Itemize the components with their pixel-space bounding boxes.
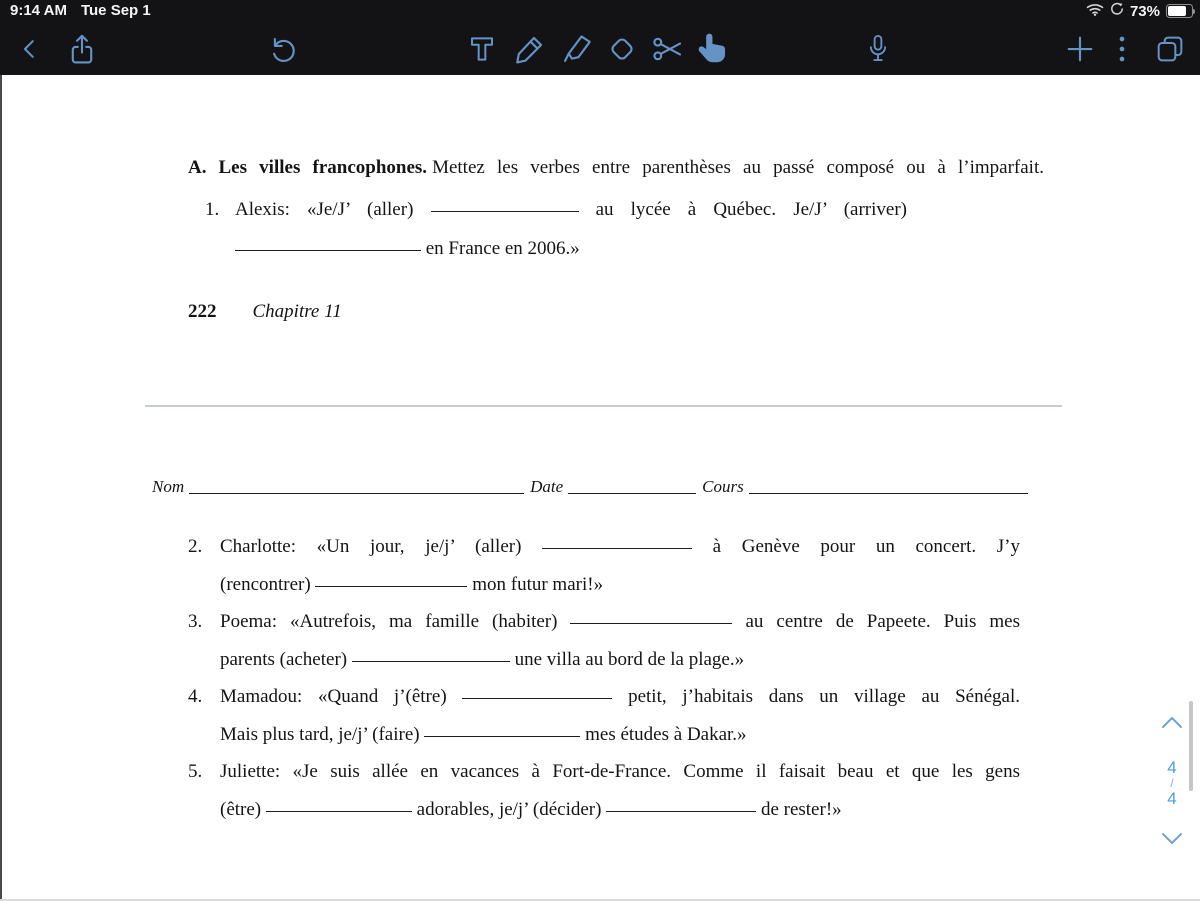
wifi-icon xyxy=(1086,3,1104,20)
cours-blank-line xyxy=(749,491,1028,494)
item-number: 5. xyxy=(188,761,203,782)
page2-items xyxy=(188,528,1020,828)
nom-label: Nom xyxy=(152,477,185,496)
answer-blank xyxy=(424,733,580,737)
exercise-item xyxy=(188,528,1020,603)
item-body xyxy=(220,528,1020,603)
nom-blank-line xyxy=(189,491,524,494)
scrollbar-thumb[interactable] xyxy=(1189,701,1193,791)
item-text: Poema: «Autrefois, ma famille (habiter) xyxy=(220,611,571,632)
page-footer xyxy=(188,301,342,323)
item-body xyxy=(220,753,1020,828)
more-options-button[interactable] xyxy=(1100,27,1144,71)
page1-items xyxy=(205,190,907,268)
exercise-item xyxy=(188,603,1020,678)
answer-blank xyxy=(315,583,467,587)
item-text: au lycée à Québec. Je/J’ (arriver) xyxy=(578,199,907,220)
item-line xyxy=(220,678,1020,716)
next-page-button[interactable] xyxy=(1161,832,1183,848)
status-bar xyxy=(0,0,1200,22)
item-number: 3. xyxy=(188,611,203,632)
item-line xyxy=(220,603,1020,641)
item-line xyxy=(235,190,907,229)
add-page-button[interactable] xyxy=(1058,27,1102,71)
undo-button[interactable] xyxy=(261,27,305,71)
back-button[interactable] xyxy=(8,27,52,71)
item-text: en France en 2006.» xyxy=(421,238,580,259)
item-text: une villa au bord de la plage.» xyxy=(509,648,745,670)
status-date: Tue Sep 1 xyxy=(80,2,151,19)
item-text: à Genève pour un concert. J’y xyxy=(692,536,1020,557)
section-label: A. xyxy=(188,157,207,178)
exercise-heading xyxy=(188,155,1044,181)
battery-percent: 73% xyxy=(1129,2,1160,20)
item-text: de rester!» xyxy=(756,798,842,820)
item-text: parents (acheter) xyxy=(220,648,352,670)
item-text: (être) xyxy=(220,798,266,820)
exercise-item xyxy=(188,753,1020,828)
item-text: adorables, je/j’ (décider) xyxy=(411,798,607,820)
current-page-indicator: 4 xyxy=(1167,758,1177,777)
answer-blank xyxy=(235,247,421,251)
page-number: 222 xyxy=(188,301,217,322)
answer-blank xyxy=(606,808,756,812)
top-bar xyxy=(0,0,1200,75)
item-text: Alexis: «Je/J’ (aller) xyxy=(235,199,431,220)
finger-select-tool-button[interactable] xyxy=(690,27,734,71)
item-line xyxy=(220,641,1020,679)
item-text: au centre de Papeete. Puis mes xyxy=(732,611,1020,632)
cours-label: Cours xyxy=(702,477,744,496)
eraser-tool-button[interactable] xyxy=(600,27,644,71)
item-line xyxy=(235,229,907,268)
microphone-button[interactable] xyxy=(856,27,900,71)
item-line xyxy=(220,716,1020,754)
item-number: 2. xyxy=(188,536,203,557)
item-text: mes études à Dakar.» xyxy=(580,723,747,745)
item-text: Mamadou: «Quand j’(être) xyxy=(220,686,463,707)
chapter-label: Chapitre 11 xyxy=(252,301,342,322)
answer-blank xyxy=(266,808,412,812)
share-button[interactable] xyxy=(60,27,104,71)
answer-blank xyxy=(570,620,732,624)
item-text: Mais plus tard, je/j’ (faire) xyxy=(220,723,425,745)
item-line xyxy=(220,528,1020,566)
answer-blank xyxy=(462,695,612,699)
page-divider xyxy=(145,405,1062,407)
highlighter-tool-button[interactable] xyxy=(555,27,599,71)
pages-button[interactable] xyxy=(1148,27,1192,71)
item-text: Charlotte: «Un jour, je/j’ (aller) xyxy=(220,536,543,557)
item-number: 4. xyxy=(188,686,203,707)
item-line xyxy=(220,791,1020,829)
battery-icon xyxy=(1166,4,1193,18)
item-text: (rencontrer) xyxy=(220,573,316,595)
exercise-item xyxy=(205,190,907,268)
date-blank-line xyxy=(568,491,696,494)
clock: 9:14 AM xyxy=(10,2,67,19)
item-body xyxy=(220,678,1020,753)
status-left xyxy=(10,2,151,19)
item-text: Juliette: «Je suis allée en vacances à Fort-de-France. Comme il faisait beau et que les gens xyxy=(220,761,1020,782)
section-instructions: Mettez les verbes entre parenthèses au passé composé ou à l’imparfait. xyxy=(432,157,1044,178)
item-text: petit, j’habitais dans un village au Sénégal. xyxy=(612,686,1020,707)
document-left-edge xyxy=(0,75,2,901)
section-title: Les villes francophones. xyxy=(218,157,428,178)
scissors-tool-button[interactable] xyxy=(646,27,690,71)
date-label: Date xyxy=(530,477,564,496)
item-number: 1. xyxy=(205,199,220,220)
toolbar xyxy=(0,22,1200,75)
page-separator: / xyxy=(1170,776,1174,790)
answer-blank xyxy=(352,658,510,662)
previous-page-button[interactable] xyxy=(1161,716,1183,732)
name-date-cours-row xyxy=(152,477,1028,497)
total-pages-indicator: 4 xyxy=(1167,789,1177,808)
item-line xyxy=(220,753,1020,791)
rotation-lock-icon xyxy=(1110,2,1124,20)
item-line xyxy=(220,566,1020,604)
pen-tool-button[interactable] xyxy=(508,27,552,71)
status-right xyxy=(1086,2,1193,20)
answer-blank xyxy=(431,208,579,212)
item-body xyxy=(220,603,1020,678)
exercise-item xyxy=(188,678,1020,753)
item-text: mon futur mari!» xyxy=(467,573,604,595)
page-navigator xyxy=(1156,716,1188,848)
document-canvas xyxy=(0,75,1200,901)
answer-blank xyxy=(542,545,692,549)
item-body xyxy=(235,190,907,268)
text-tool-button[interactable] xyxy=(460,27,504,71)
